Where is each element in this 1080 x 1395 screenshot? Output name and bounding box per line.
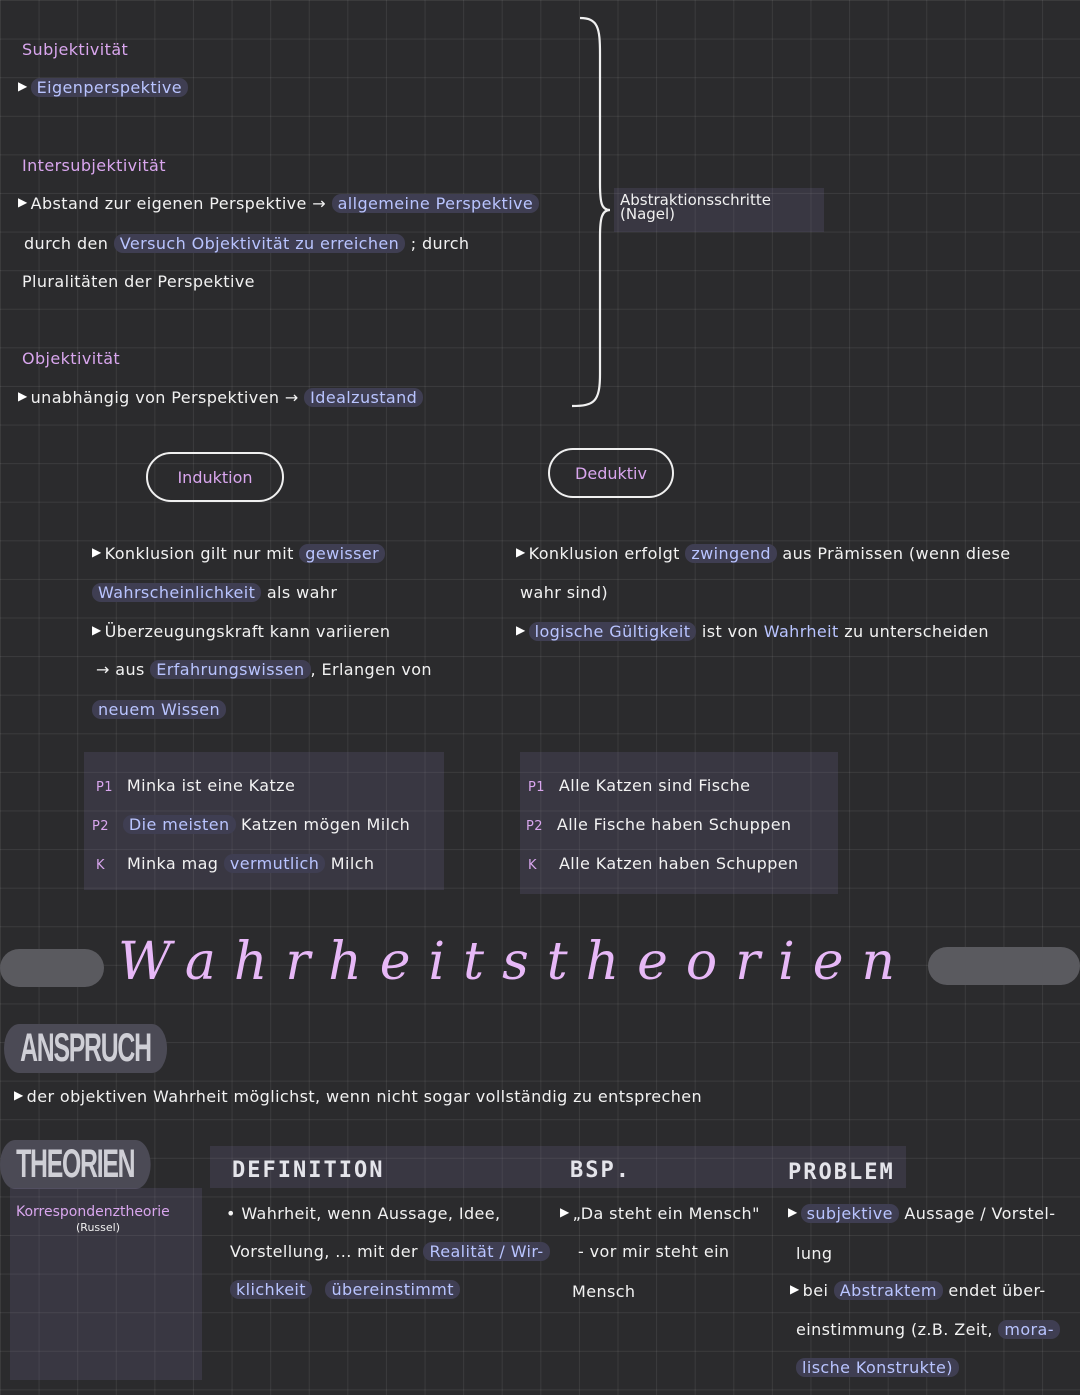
intersubjektivitaet-line-1: ▶ Abstand zur eigenen Perspektive → allgemeine Perspektive bbox=[18, 194, 539, 213]
induktion-line-2: Wahrscheinlichkeit als wahr bbox=[92, 583, 337, 602]
problem-line-1: ▶ subjektive Aussage / Vorstel- bbox=[788, 1204, 1056, 1223]
triangle-bullet-icon: ▶ bbox=[92, 545, 102, 559]
objektivitaet-heading: Objektivität bbox=[22, 349, 121, 368]
anspruch-text: ▶ der objektiven Wahrheit möglichst, wenn nicht sogar vollständig zu entsprechen bbox=[14, 1087, 703, 1106]
col-bsp: BSP. bbox=[570, 1158, 631, 1183]
intersubjektivitaet-line-2: durch den Versuch Objektivität zu erreichen ; durch bbox=[24, 234, 470, 253]
title-bar-left bbox=[0, 949, 104, 987]
induktion-line-1: ▶ Konklusion gilt nur mit gewisser bbox=[92, 544, 385, 563]
idealzustand-highlight: Idealzustand bbox=[304, 388, 423, 407]
anspruch-label: ANSPRUCH bbox=[4, 1024, 167, 1073]
eigenperspektive-highlight: Eigenperspektive bbox=[31, 78, 188, 97]
triangle-bullet-icon: ▶ bbox=[18, 79, 28, 93]
induktion-line-3: ▶ Überzeugungskraft kann variieren bbox=[92, 622, 391, 641]
problem-line-4: einstimmung (z.B. Zeit, mora- bbox=[796, 1320, 1060, 1339]
definition-line-1: • Wahrheit, wenn Aussage, Idee, bbox=[226, 1204, 501, 1223]
deduktiv-cloud: Deduktiv bbox=[548, 448, 674, 498]
induktion-line-4: → aus Erfahrungswissen , Erlangen von bbox=[96, 660, 432, 679]
title-bar-right bbox=[928, 947, 1080, 985]
korrespondenztheorie-label: Korrespondenztheorie bbox=[16, 1204, 170, 1220]
triangle-bullet-icon: ▶ bbox=[788, 1205, 798, 1219]
russel-label: (Russel) bbox=[76, 1221, 120, 1234]
triangle-bullet-icon: ▶ bbox=[560, 1205, 570, 1219]
problem-line-5: lische Konstrukte) bbox=[796, 1358, 959, 1377]
subjektivitaet-line bbox=[18, 78, 188, 97]
induktion-p2: P2 Die meisten Katzen mögen Milch bbox=[92, 815, 411, 834]
col-problem: PROBLEM bbox=[788, 1160, 895, 1185]
triangle-bullet-icon: ▶ bbox=[516, 545, 526, 559]
definition-line-2: Vorstellung, ... mit der Realität / Wir- bbox=[230, 1242, 550, 1261]
deduktiv-p2: P2 Alle Fische haben Schuppen bbox=[526, 815, 792, 834]
versuch-highlight: Versuch Objektivität zu erreichen bbox=[114, 234, 405, 253]
deduktiv-line-3: ▶ logische Gültigkeit ist von Wahrheit zu unterscheiden bbox=[516, 622, 989, 641]
allgemeine-perspektive-highlight: allgemeine Perspektive bbox=[332, 194, 540, 213]
triangle-bullet-icon: ▶ bbox=[790, 1282, 800, 1296]
problem-line-3: ▶ bei Abstraktem endet über- bbox=[790, 1281, 1046, 1300]
triangle-bullet-icon: ▶ bbox=[18, 195, 28, 209]
induktion-line-5: neuem Wissen bbox=[92, 700, 226, 719]
abstraktionsschritte-label: Abstraktionsschritte (Nagel) bbox=[620, 191, 771, 223]
col-definition: DEFINITION bbox=[232, 1158, 385, 1183]
theorien-label: THEORIEN bbox=[0, 1140, 150, 1189]
section-title: Wahrheitstheorien bbox=[118, 932, 913, 992]
subjektivitaet-heading: Subjektivität bbox=[22, 40, 129, 59]
triangle-bullet-icon: ▶ bbox=[516, 623, 526, 637]
induktion-cloud: Induktion bbox=[146, 452, 284, 502]
definition-line-3: klichkeit übereinstimmt bbox=[230, 1280, 460, 1299]
triangle-bullet-icon: ▶ bbox=[92, 623, 102, 637]
triangle-bullet-icon: ▶ bbox=[18, 389, 28, 403]
deduktiv-p1: P1 Alle Katzen sind Fische bbox=[528, 776, 751, 795]
intersubjektivitaet-line-3: Pluralitäten der Perspektive bbox=[22, 272, 255, 291]
curly-brace-icon bbox=[566, 14, 616, 412]
induktion-k: K Minka mag vermutlich Milch bbox=[96, 854, 375, 873]
intersubjektivitaet-heading: Intersubjektivität bbox=[22, 156, 166, 175]
deduktiv-line-1: ▶ Konklusion erfolgt zwingend aus Prämissen (wenn diese bbox=[516, 544, 1011, 563]
bsp-line-3: Mensch bbox=[572, 1282, 636, 1301]
bsp-line-2: - vor mir steht ein bbox=[578, 1242, 730, 1261]
triangle-bullet-icon: ▶ bbox=[14, 1088, 24, 1102]
deduktiv-line-2: wahr sind) bbox=[520, 583, 609, 602]
problem-line-2: lung bbox=[796, 1244, 833, 1263]
induktion-p1: P1 Minka ist eine Katze bbox=[96, 776, 296, 795]
objektivitaet-line: ▶ unabhängig von Perspektiven → Idealzustand bbox=[18, 388, 423, 407]
bsp-line-1: ▶ „Da steht ein Mensch" bbox=[560, 1204, 760, 1223]
deduktiv-k: K Alle Katzen haben Schuppen bbox=[528, 854, 799, 873]
